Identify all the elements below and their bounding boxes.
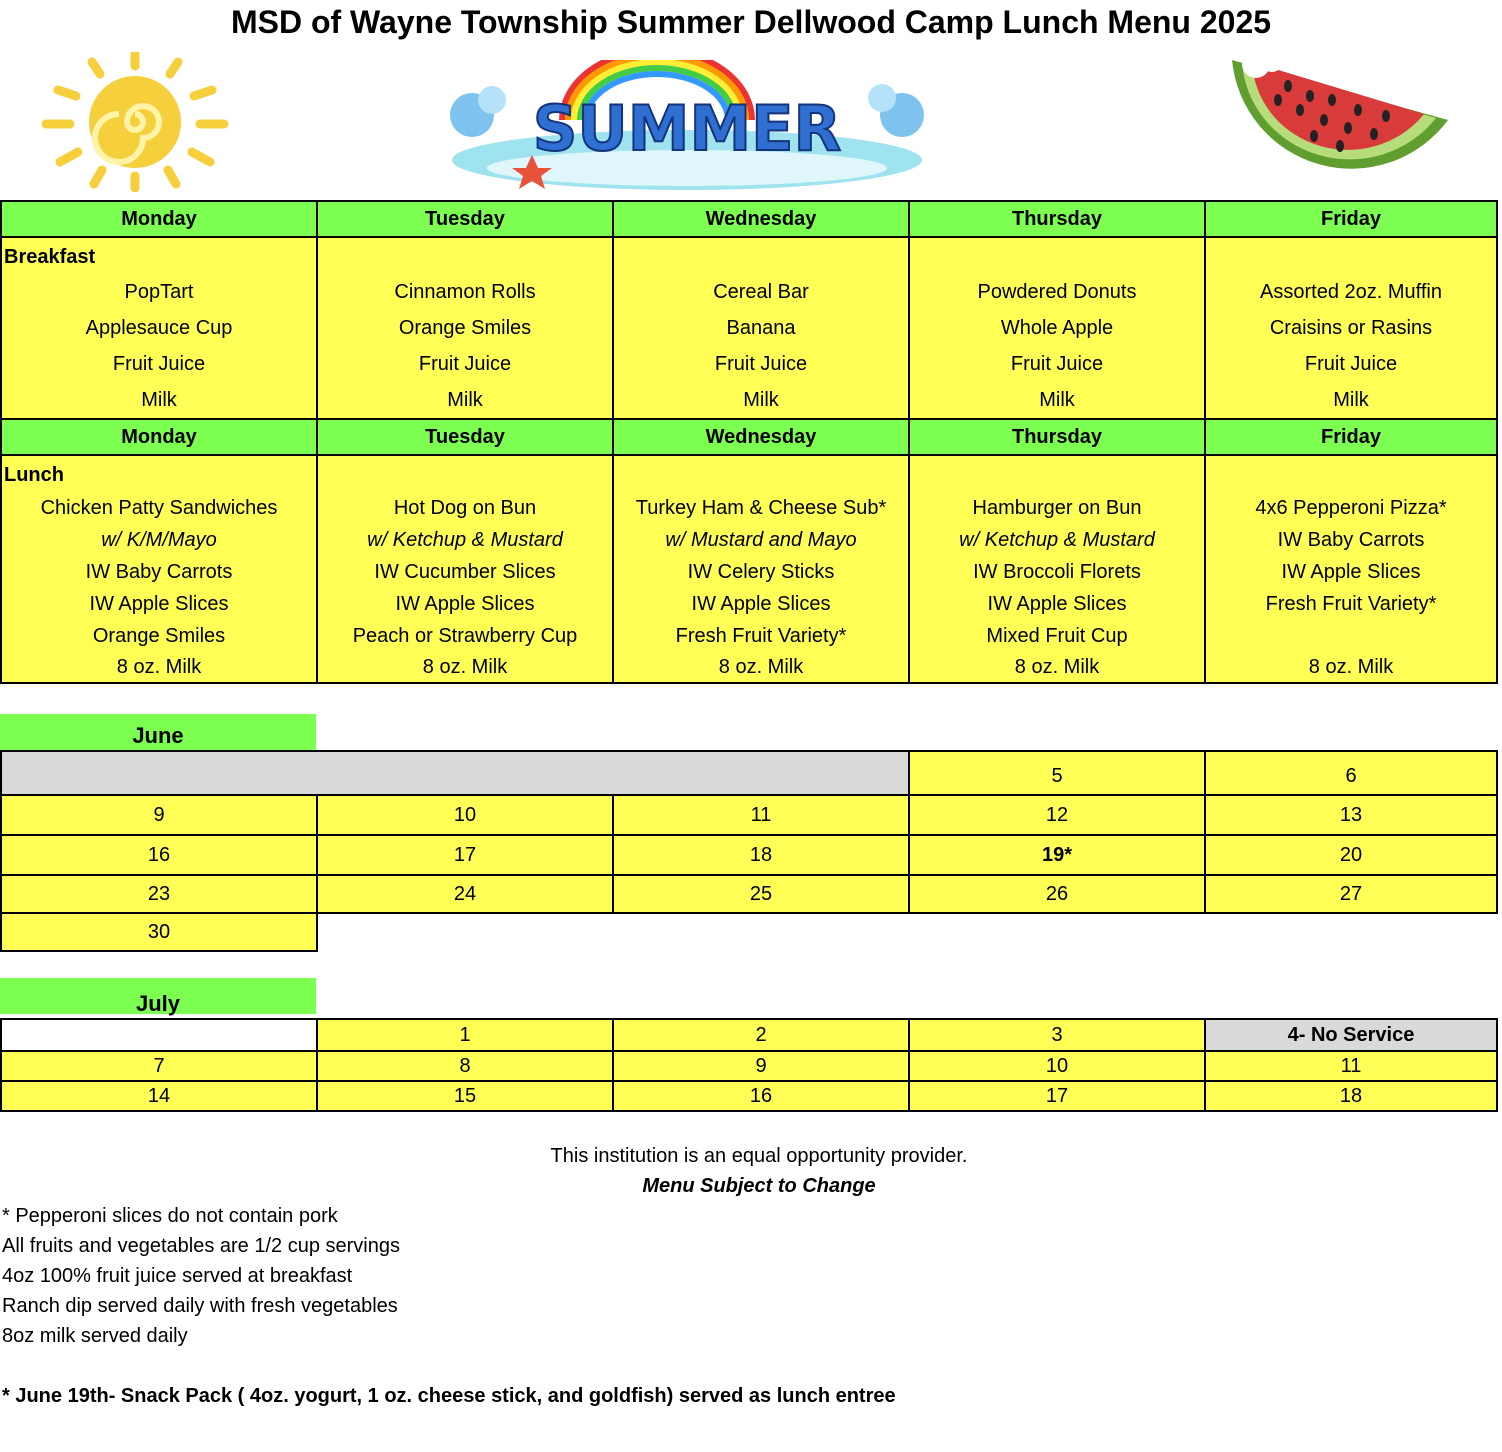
calendar-date: 16 bbox=[613, 1081, 909, 1111]
menu-item: w/ Ketchup & Mustard bbox=[367, 529, 563, 551]
calendar-date: 8 bbox=[317, 1051, 613, 1081]
breakfast-cell-monday bbox=[1, 237, 317, 419]
menu-item: IW Apple Slices bbox=[89, 593, 229, 615]
summer-logo-text: SUMMER bbox=[532, 92, 842, 165]
day-header: Monday bbox=[1, 419, 317, 455]
menu-item: Fresh Fruit Variety* bbox=[1265, 593, 1437, 615]
breakfast-cell-thursday bbox=[909, 237, 1205, 419]
lunch-cell-thursday bbox=[909, 455, 1205, 683]
lunch-label: Lunch bbox=[4, 464, 64, 486]
menu-item: Fresh Fruit Variety* bbox=[675, 625, 847, 647]
menu-item: w/ K/M/Mayo bbox=[101, 529, 217, 551]
calendar-row bbox=[1, 913, 1497, 951]
calendar-date: 23 bbox=[1, 875, 317, 913]
calendar-date: 10 bbox=[909, 1051, 1205, 1081]
july-calendar bbox=[0, 1018, 1498, 1112]
empty-cell bbox=[1, 751, 909, 795]
day-header: Friday bbox=[1205, 201, 1497, 237]
calendar-date: 17 bbox=[909, 1081, 1205, 1111]
lunch-day-header-row bbox=[1, 419, 1497, 455]
june-calendar bbox=[0, 750, 1498, 952]
calendar-date: 15 bbox=[317, 1081, 613, 1111]
menu-table bbox=[0, 200, 1498, 684]
calendar-date: 3 bbox=[909, 1019, 1205, 1051]
watermelon-icon bbox=[1228, 56, 1452, 190]
menu-item: Milk bbox=[447, 389, 483, 411]
lunch-cell-friday bbox=[1205, 455, 1497, 683]
menu-item: Mixed Fruit Cup bbox=[986, 625, 1128, 647]
footnote: All fruits and vegetables are 1/2 cup servings bbox=[2, 1235, 400, 1257]
calendar-row bbox=[1, 795, 1497, 835]
calendar-row bbox=[1, 1081, 1497, 1111]
menu-item: 4x6 Pepperoni Pizza* bbox=[1255, 497, 1447, 519]
menu-item: Chicken Patty Sandwiches bbox=[40, 497, 278, 519]
snack-pack-note: * June 19th- Snack Pack ( 4oz. yogurt, 1 oz. cheese stick, and goldfish) served as lunch entree bbox=[2, 1385, 896, 1407]
day-header: Wednesday bbox=[613, 419, 909, 455]
menu-item: Fruit Juice bbox=[112, 353, 206, 375]
breakfast-day-header-row bbox=[1, 201, 1497, 237]
calendar-date: 1 bbox=[317, 1019, 613, 1051]
menu-item: Milk bbox=[1333, 389, 1369, 411]
calendar-date: 10 bbox=[317, 795, 613, 835]
menu-item: Peach or Strawberry Cup bbox=[352, 625, 578, 647]
menu-item bbox=[1206, 620, 1496, 652]
breakfast-row bbox=[1, 237, 1497, 419]
menu-item: IW Cucumber Slices bbox=[374, 561, 556, 583]
calendar-date: 27 bbox=[1205, 875, 1497, 913]
calendar-date: 18 bbox=[1205, 1081, 1497, 1111]
menu-item: Hamburger on Bun bbox=[972, 497, 1142, 519]
menu-item: Fruit Juice bbox=[1304, 353, 1398, 375]
menu-item: Cinnamon Rolls bbox=[394, 281, 536, 303]
menu-item: Banana bbox=[726, 317, 796, 339]
calendar-date: 14 bbox=[1, 1081, 317, 1111]
footnote: Ranch dip served daily with fresh vegetables bbox=[2, 1295, 398, 1317]
menu-item: IW Apple Slices bbox=[987, 593, 1127, 615]
summer-logo bbox=[432, 60, 942, 195]
menu-item: Assorted 2oz. Muffin bbox=[1260, 281, 1442, 303]
calendar-date: 7 bbox=[1, 1051, 317, 1081]
menu-item: IW Apple Slices bbox=[1281, 561, 1421, 583]
calendar-row bbox=[1, 751, 1497, 795]
no-service-cell: 4- No Service bbox=[1205, 1019, 1497, 1051]
lunch-cell-monday bbox=[1, 455, 317, 683]
calendar-date: 5 bbox=[909, 751, 1205, 795]
menu-item: Turkey Ham & Cheese Sub* bbox=[635, 497, 887, 519]
menu-item: Applesauce Cup bbox=[85, 317, 233, 339]
calendar-date: 17 bbox=[317, 835, 613, 875]
menu-item: Milk bbox=[141, 389, 177, 411]
menu-item: 8 oz. Milk bbox=[1308, 656, 1394, 678]
breakfast-cell-tuesday bbox=[317, 237, 613, 419]
lunch-cell-tuesday bbox=[317, 455, 613, 683]
menu-item: Orange Smiles bbox=[398, 317, 532, 339]
menu-subject-note: Menu Subject to Change bbox=[642, 1175, 876, 1197]
calendar-date: 2 bbox=[613, 1019, 909, 1051]
calendar-date: 13 bbox=[1205, 795, 1497, 835]
calendar-date: 11 bbox=[1205, 1051, 1497, 1081]
july-label: July bbox=[0, 978, 316, 1014]
menu-item: Milk bbox=[743, 389, 779, 411]
menu-item: IW Baby Carrots bbox=[85, 561, 233, 583]
june-label: June bbox=[0, 714, 316, 750]
menu-item: Orange Smiles bbox=[92, 625, 226, 647]
sun-icon bbox=[40, 52, 230, 192]
menu-item: Fruit Juice bbox=[418, 353, 512, 375]
day-header: Monday bbox=[1, 201, 317, 237]
menu-item: 8 oz. Milk bbox=[1014, 656, 1100, 678]
menu-item: IW Broccoli Florets bbox=[973, 561, 1141, 583]
menu-item: Fruit Juice bbox=[1010, 353, 1104, 375]
menu-item: 8 oz. Milk bbox=[718, 656, 804, 678]
calendar-date: 20 bbox=[1205, 835, 1497, 875]
calendar-row bbox=[1, 1051, 1497, 1081]
breakfast-cell-friday bbox=[1205, 237, 1497, 419]
menu-item: IW Apple Slices bbox=[691, 593, 831, 615]
menu-item: w/ Ketchup & Mustard bbox=[959, 529, 1155, 551]
breakfast-cell-wednesday bbox=[613, 237, 909, 419]
footnote: * Pepperoni slices do not contain pork bbox=[2, 1205, 338, 1227]
calendar-date: 25 bbox=[613, 875, 909, 913]
day-header: Thursday bbox=[909, 419, 1205, 455]
day-header: Tuesday bbox=[317, 419, 613, 455]
calendar-date: 30 bbox=[1, 913, 317, 951]
calendar-date: 11 bbox=[613, 795, 909, 835]
lunch-row bbox=[1, 455, 1497, 683]
calendar-date: 24 bbox=[317, 875, 613, 913]
menu-item: IW Celery Sticks bbox=[687, 561, 835, 583]
menu-item: Fruit Juice bbox=[714, 353, 808, 375]
day-header: Thursday bbox=[909, 201, 1205, 237]
empty-cell bbox=[1, 1019, 317, 1051]
menu-item: Whole Apple bbox=[1000, 317, 1114, 339]
breakfast-label: Breakfast bbox=[4, 246, 96, 268]
menu-item: w/ Mustard and Mayo bbox=[665, 529, 857, 551]
menu-item: 8 oz. Milk bbox=[422, 656, 508, 678]
menu-item: Milk bbox=[1039, 389, 1075, 411]
menu-item: IW Baby Carrots bbox=[1277, 529, 1425, 551]
footnote: 8oz milk served daily bbox=[2, 1325, 188, 1347]
calendar-row bbox=[1, 835, 1497, 875]
calendar-row bbox=[1, 875, 1497, 913]
lunch-cell-wednesday bbox=[613, 455, 909, 683]
day-header: Wednesday bbox=[613, 201, 909, 237]
menu-item: PopTart bbox=[124, 281, 194, 303]
calendar-date: 12 bbox=[909, 795, 1205, 835]
page-title: MSD of Wayne Township Summer Dellwood Camp Lunch Menu 2025 bbox=[230, 4, 1272, 40]
menu-item: 8 oz. Milk bbox=[116, 656, 202, 678]
calendar-date: 16 bbox=[1, 835, 317, 875]
calendar-date: 9 bbox=[1, 795, 317, 835]
calendar-row bbox=[1, 1019, 1497, 1051]
menu-item: Powdered Donuts bbox=[977, 281, 1137, 303]
equal-opportunity-note: This institution is an equal opportunity provider. bbox=[550, 1145, 968, 1167]
footnote: 4oz 100% fruit juice served at breakfast bbox=[2, 1265, 353, 1287]
day-header: Tuesday bbox=[317, 201, 613, 237]
menu-item: Hot Dog on Bun bbox=[393, 497, 537, 519]
menu-item: Craisins or Rasins bbox=[1269, 317, 1433, 339]
menu-item: IW Apple Slices bbox=[395, 593, 535, 615]
menu-item: Cereal Bar bbox=[713, 281, 809, 303]
calendar-date: 9 bbox=[613, 1051, 909, 1081]
calendar-date-special: 19* bbox=[909, 835, 1205, 875]
day-header: Friday bbox=[1205, 419, 1497, 455]
calendar-date: 18 bbox=[613, 835, 909, 875]
calendar-date: 6 bbox=[1205, 751, 1497, 795]
calendar-date: 26 bbox=[909, 875, 1205, 913]
